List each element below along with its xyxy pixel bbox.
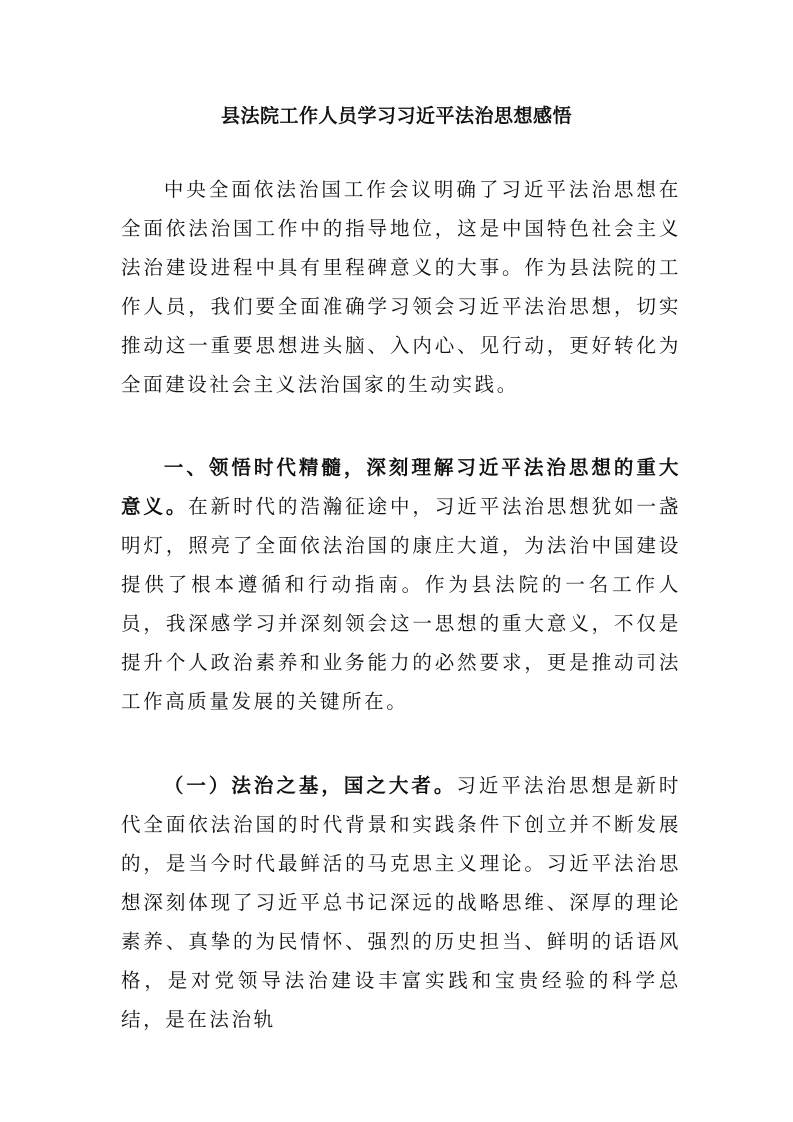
paragraph-text: 习近平法治思想是新时代全面依法治国的时代背景和实践条件下创立并不断发展的，是当今时代最鲜活的马克思主义理论。习近平法治思想深刻体现了习近平总书记深远的战略思维、深厚的理论素养、真挚的为民情怀、强烈的历史担当、鲜明的话语风格，是对党领导法治建设丰富实践和宝贵经验的科学总结，是在法治轨 (121, 774, 681, 1031)
section-one-paragraph (121, 448, 681, 721)
section-heading: 一、领悟时代精髓，深刻理解习近平法治思想的重大意义。 (121, 456, 681, 518)
subsection-one-paragraph (121, 766, 681, 1039)
paragraph-text: 中央全面依法治国工作会议明确了习近平法治思想在全面依法治国工作中的指导地位，这是中国特色社会主义法治建设进程中具有里程碑意义的大事。作为县法院的工作人员，我们要全面准确学习领会习近平法治思想，切实推动这一重要思想进头脑、入内心、见行动，更好转化为全面建设社会主义法治国家的生动实践。 (121, 178, 681, 396)
document-title: 县法院工作人员学习习近平法治思想感悟 (220, 105, 572, 127)
subsection-heading: （一）法治之基，国之大者。 (163, 774, 457, 797)
intro-paragraph (121, 170, 681, 404)
paragraph-text: 在新时代的浩瀚征途中，习近平法治思想犹如一盏明灯，照亮了全面依法治国的康庄大道，为法治中国建设提供了根本遵循和行动指南。作为县法院的一名工作人员，我深感学习并深刻领会这一思想的重大意义，不仅是提升个人政治素养和业务能力的必然要求，更是推动司法工作高质量发展的关键所在。 (121, 495, 681, 713)
